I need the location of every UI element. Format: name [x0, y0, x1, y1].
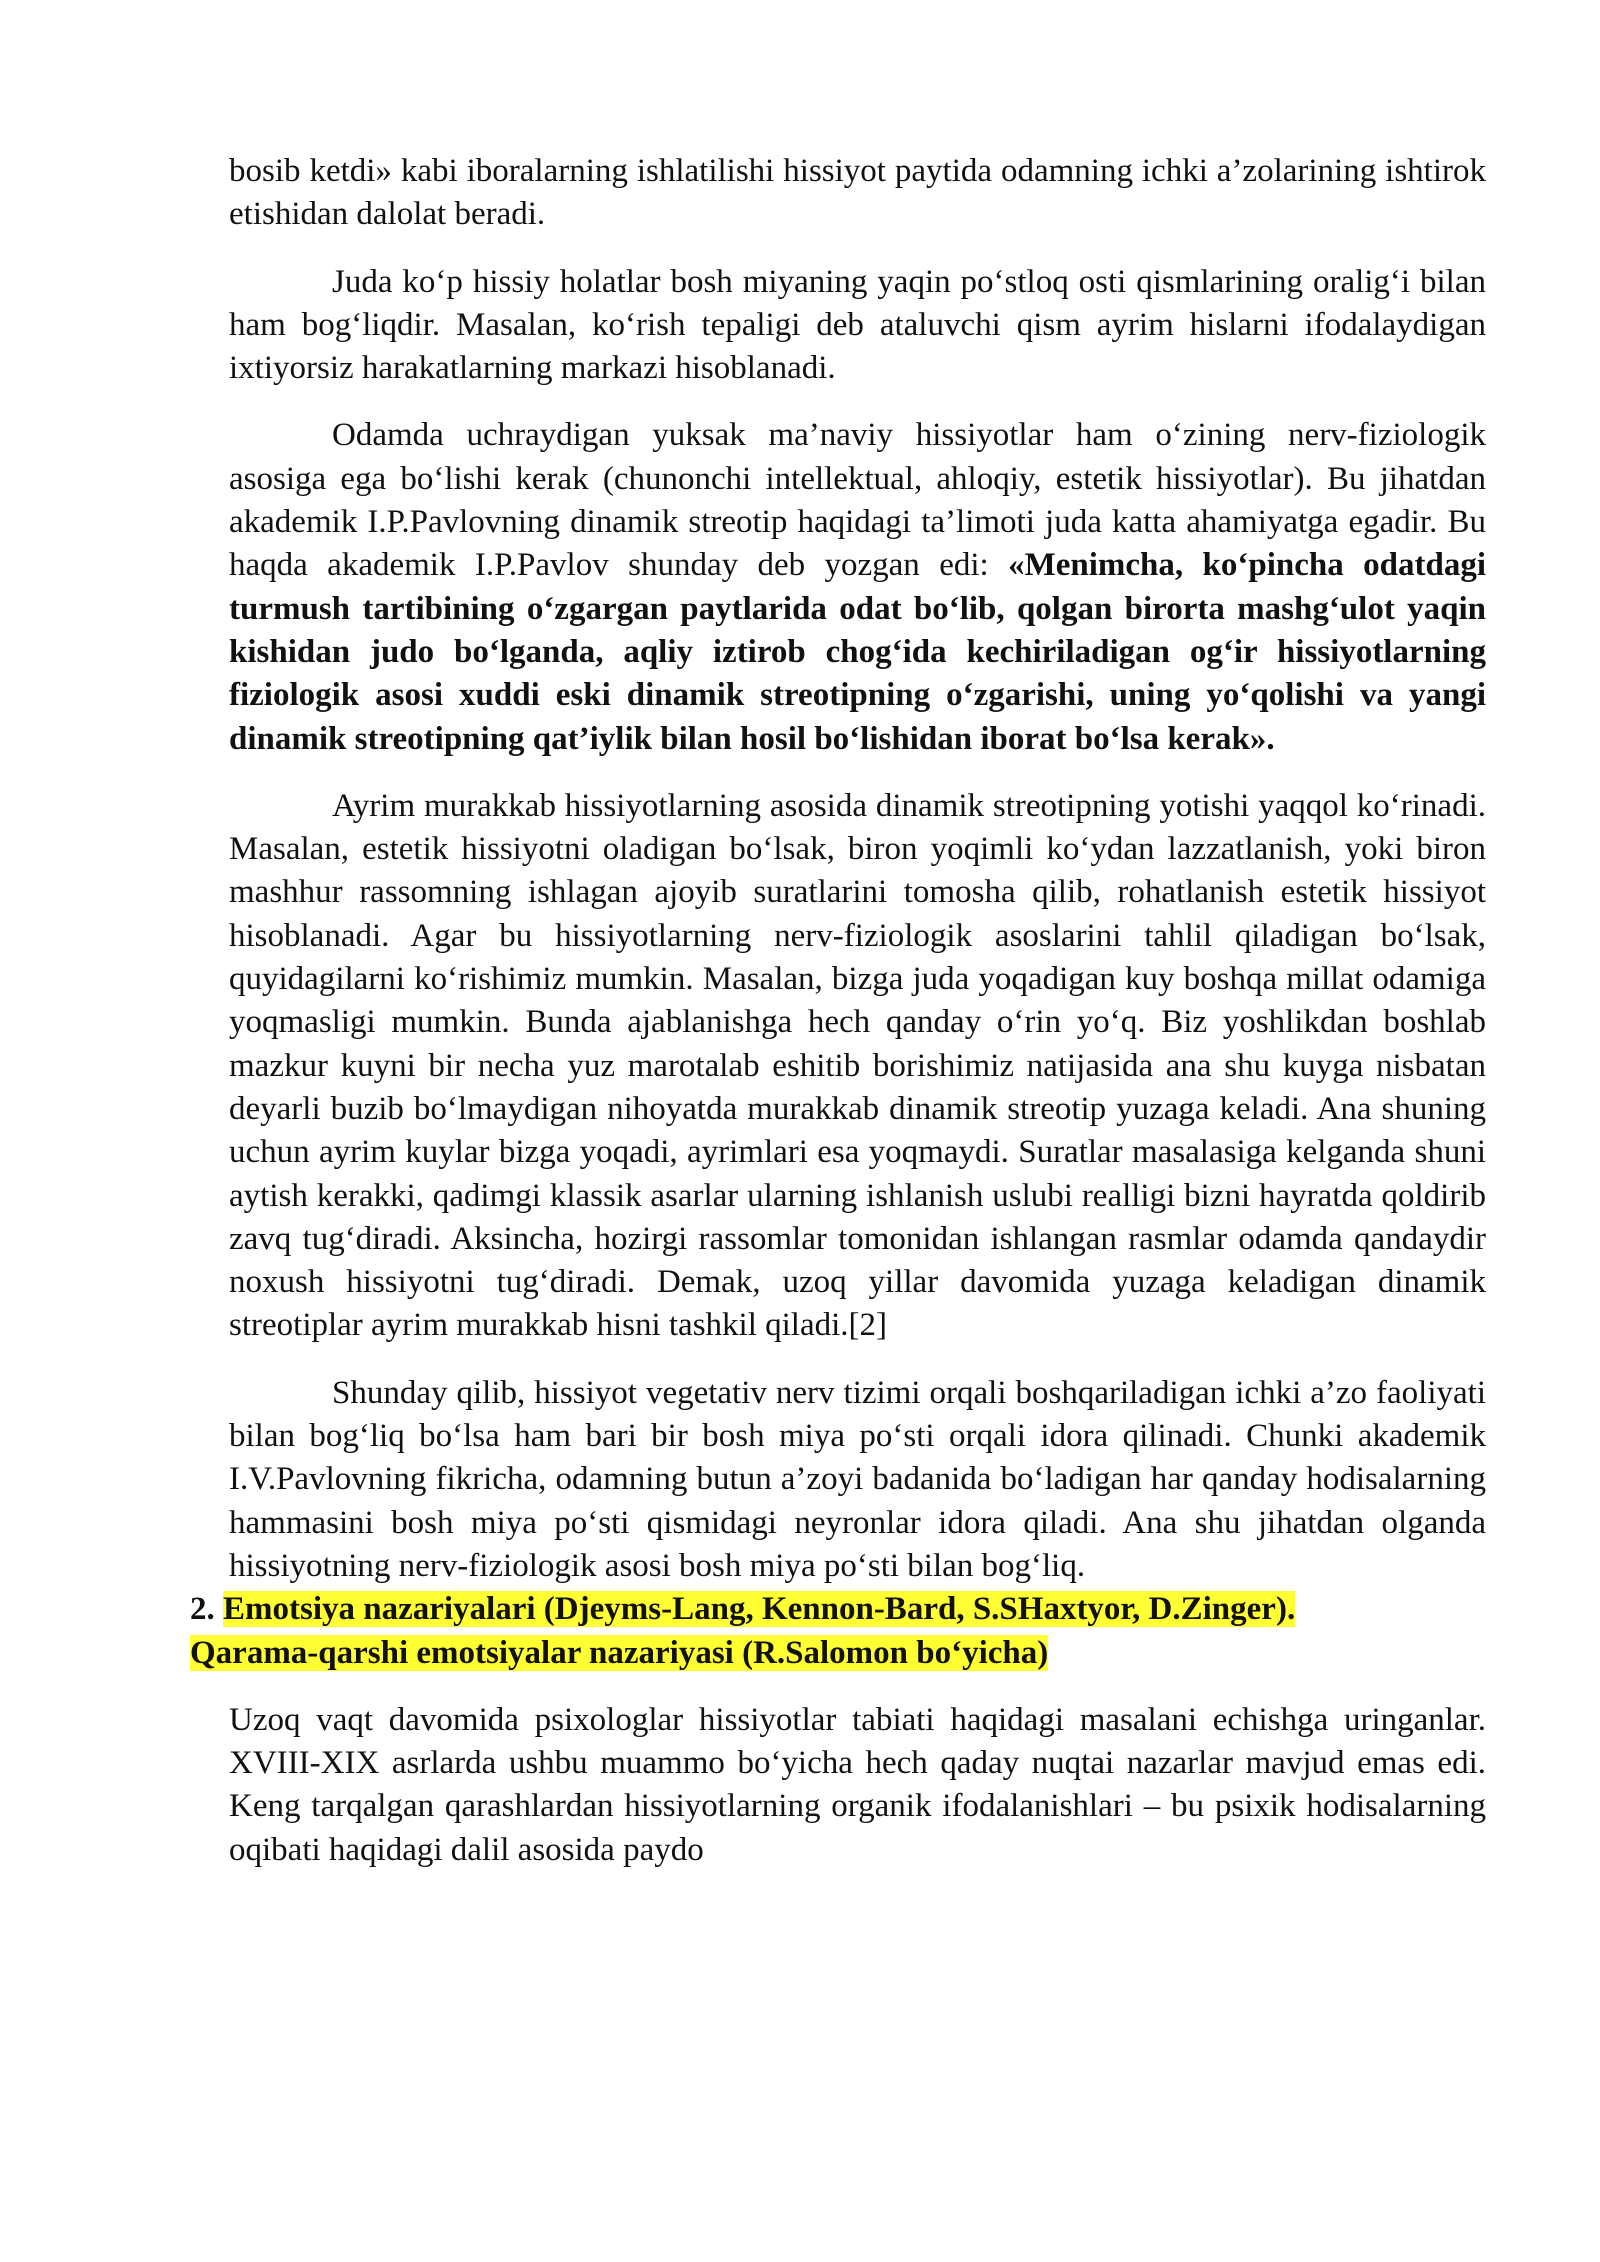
paragraph-theories: Uzoq vaqt davomida psixologlar hissiyotlar tabiati haqidagi masalani echishga uringanlar. XVIII-XIX asrlarda ushbu muammo boʻyicha hech qaday nuqtai nazarlar mavjud emas edi. Keng tarqalgan qarashlardan hissiyotlarning organik ifodalanishlari – bu psixik hodisalarning oqibati haqidagi dalil asosida paydo	[229, 1701, 1486, 1868]
section-title-line1: Emotsiya nazariyalari (Djeyms-Lang, Kennon-Bard, S.SHaxtyor, D.Zinger).	[223, 1591, 1296, 1628]
paragraph-pavlov-text: Odamda uchraydigan yuksak ma’naviy hissiyotlar ham oʻzining nerv-fiziologik asosiga ega boʻlishi kerak (chunonchi intellektual, ahloqiy, estetik hissiyotlar). Bu jihatdan akademik I.P.Pavlovning dinamik streotip haqidagi ta’limoti juda katta ahamiyatga egadir. Bu haqda akademik I.P.Pavlov shunday deb yozgan edi:	[229, 417, 1486, 584]
paragraph-conclusion: Shunday qilib, hissiyot vegetativ nerv tizimi orqali boshqariladigan ichki a’zo faoliyati bilan bogʻliq boʻlsa ham bari bir bosh miya poʻsti orqali idora qilinadi. Chunki akademik I.V.Pavlovning fikricha, odamning butun a’zoyi badanida boʻladigan har qanday hodisalarning hammasini bosh miya poʻsti qismidagi neyronlar idora qiladi. Ana shu jihatdan olganda hissiyotning nerv-fiziologik asosi bosh miya poʻsti bilan bogʻliq.	[229, 1374, 1486, 1584]
paragraph-pavlov	[229, 414, 1486, 760]
pavlov-quote: «Menimcha, koʻpincha odatdagi turmush tartibining oʻzgargan paytlarida odat boʻlib, qolgan birorta mashgʻulot yaqin kishidan judo boʻlganda, aqliy iztirob chogʻida kechiriladigan ogʻir hissiyotlarning fiziologik asosi xuddi eski dinamik streotipning oʻzgarishi, uning yoʻqolishi va yangi dinamik streotipning qat’iylik bilan hosil boʻlishidan iborat boʻlsa kerak».	[229, 547, 1486, 757]
paragraph-continuation: bosib ketdi» kabi iboralarning ishlatilishi hissiyot paytida odamning ichki a’zolarining ishtirok etishidan dalolat beradi.	[229, 153, 1486, 233]
paragraph-aesthetic: Ayrim murakkab hissiyotlarning asosida dinamik streotipning yotishi yaqqol koʻrinadi. Masalan, estetik hissiyotni oladigan boʻlsak, biron yoqimli koʻydan lazzatlanish, yoki biron mashhur rassomning ishlagan ajoyib suratlarini tomosha qilib, rohatlanish estetik hissiyot hisoblanadi. Agar bu hissiyotlarning nerv-fiziologik asoslarini tahlil qiladigan boʻlsak, quyidagilarni koʻrishimiz mumkin. Masalan, bizga juda yoqadigan kuy boshqa millat odamiga yoqmasligi mumkin. Bunda ajablanishga hech qanday oʻrin yoʻq. Biz yoshlikdan boshlab mazkur kuyni bir necha yuz marotalab eshitib borishimiz natijasida ana shu kuyga nisbatan deyarli buzib boʻlmaydigan nihoyatda murakkab dinamik streotip yuzaga keladi. Ana shuning uchun ayrim kuylar bizga yoqadi, ayrimlari esa yoqmaydi. Suratlar masalasiga kelganda shuni aytish kerakki, qadimgi klassik asarlar ularning ishlanish uslubi realligi bizni hayratda qoldirib zavq tugʻdiradi. Aksincha, hozirgi rassomlar tomonidan ishlangan rasmlar odamda qandaydir noxush hissiyotni tugʻdiradi. Demak, uzoq yillar davomida yuzaga keladigan dinamik streotiplar ayrim murakkab hisni tashkil qiladi.[2]	[229, 787, 1486, 1344]
paragraph-subcortical: Juda koʻp hissiy holatlar bosh miyaning yaqin poʻstloq osti qismlarining oraligʻi bilan ham bogʻliqdir. Masalan, koʻrish tepaligi deb ataluvchi qism ayrim hislarni ifodalaydigan ixtiyorsiz harakatlarning markazi hisoblanadi.	[229, 263, 1486, 387]
section-number: 2.	[190, 1591, 223, 1628]
section-heading	[190, 1588, 1486, 1675]
text-column	[190, 150, 1486, 1896]
section-title-line2: Qarama-qarshi emotsiyalar nazariyasi (R.Salomon boʻyicha)	[190, 1634, 1049, 1671]
